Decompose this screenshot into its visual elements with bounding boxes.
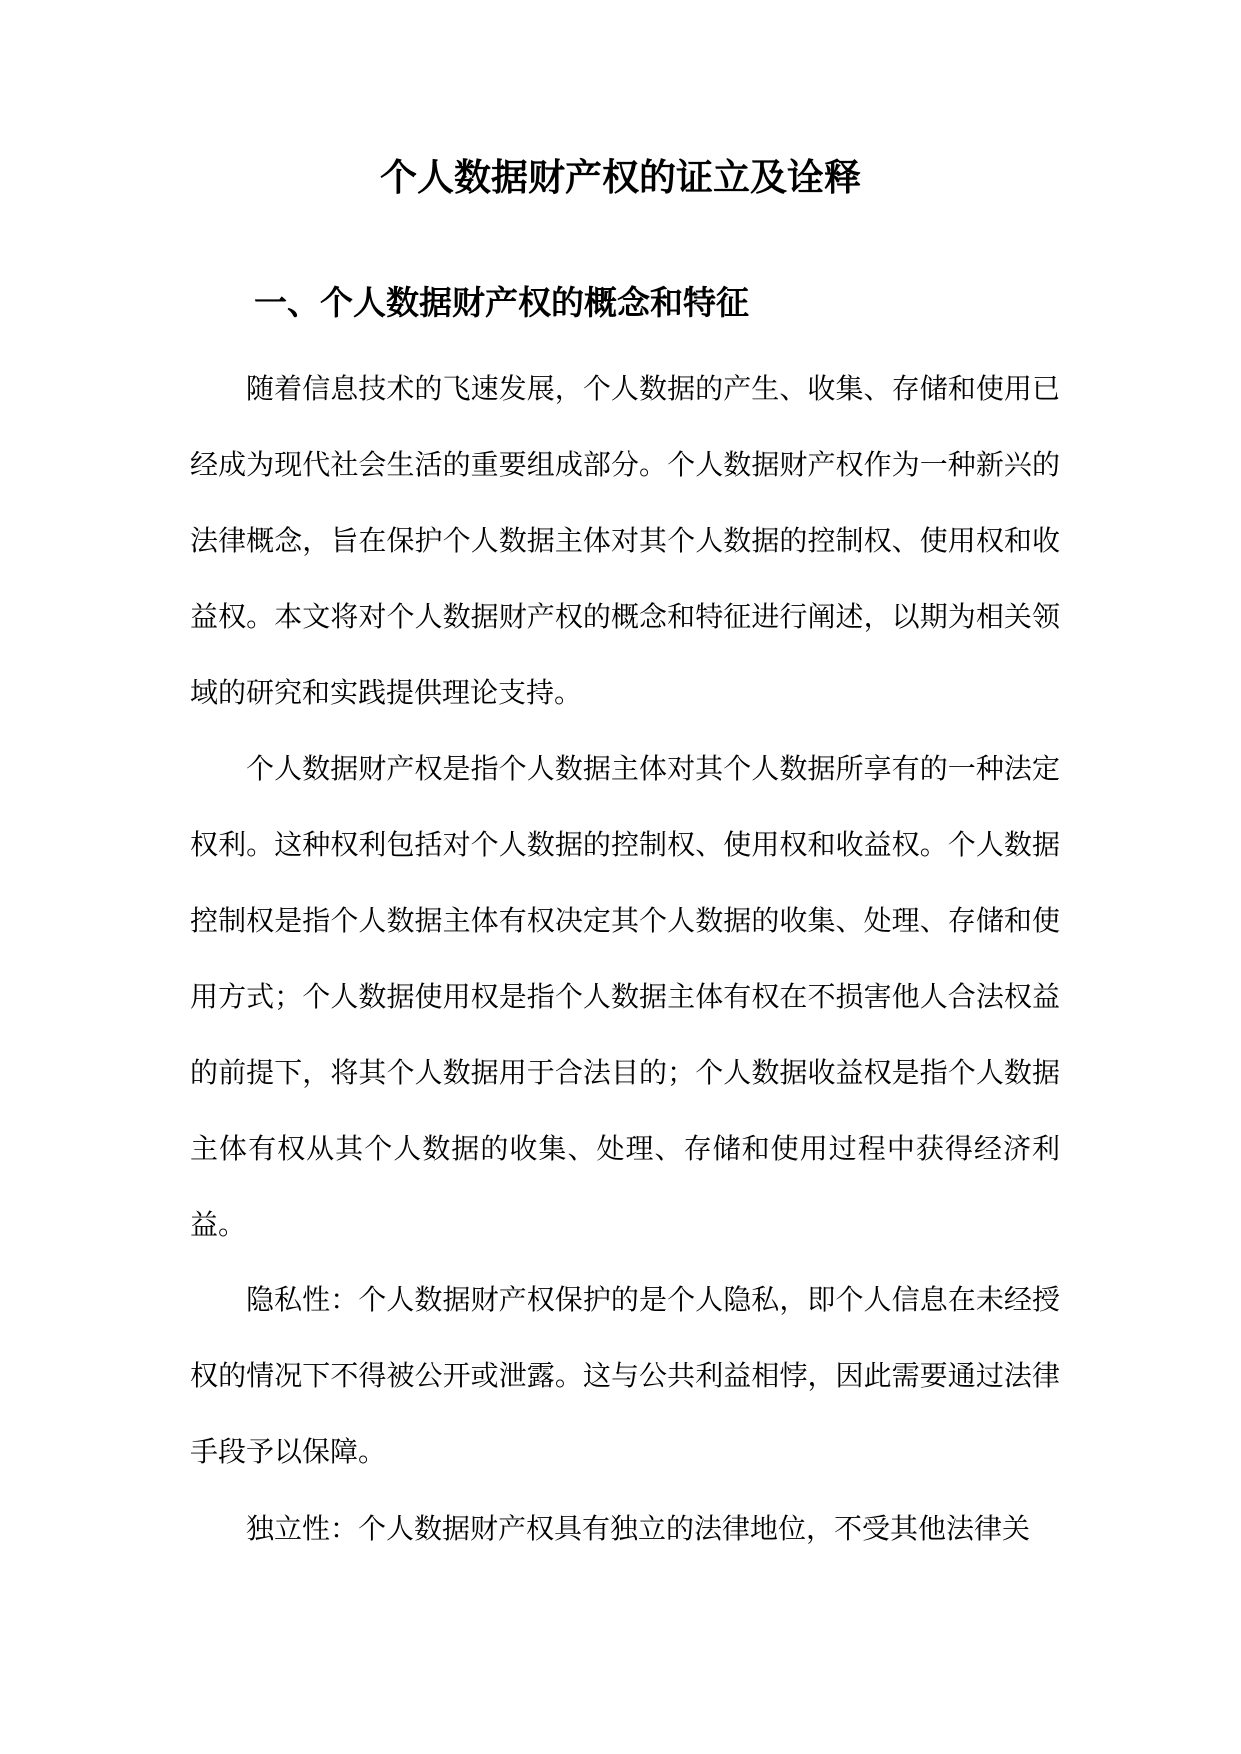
paragraph: 个人数据财产权是指个人数据主体对其个人数据所享有的一种法定权利。这种权利包括对个人数据的控制权、使用权和收益权。个人数据控制权是指个人数据主体有权决定其个人数据的收集、处理、存储和使用方式；个人数据使用权是指个人数据主体有权在不损害他人合法权益的前提下，将其个人数据用于合法目的；个人数据收益权是指个人数据主体有权从其个人数据的收集、处理、存储和使用过程中获得经济利益。: [190, 752, 1060, 1241]
paragraph: 独立性：个人数据财产权具有独立的法律地位，不受其他法律关: [246, 1512, 1031, 1545]
section-heading: 一、个人数据财产权的概念和特征: [254, 283, 749, 322]
paragraph: 随着信息技术的飞速发展，个人数据的产生、收集、存储和使用已经成为现代社会生活的重要组成部分。个人数据财产权作为一种新兴的法律概念，旨在保护个人数据主体对其个人数据的控制权、使用权和收益权。本文将对个人数据财产权的概念和特征进行阐述，以期为相关领域的研究和实践提供理论支持。: [190, 372, 1060, 709]
paragraph: 隐私性：个人数据财产权保护的是个人隐私，即个人信息在未经授权的情况下不得被公开或泄露。这与公共利益相悖，因此需要通过法律手段予以保障。: [190, 1283, 1060, 1468]
document-title: 个人数据财产权的证立及诠释: [380, 155, 861, 199]
